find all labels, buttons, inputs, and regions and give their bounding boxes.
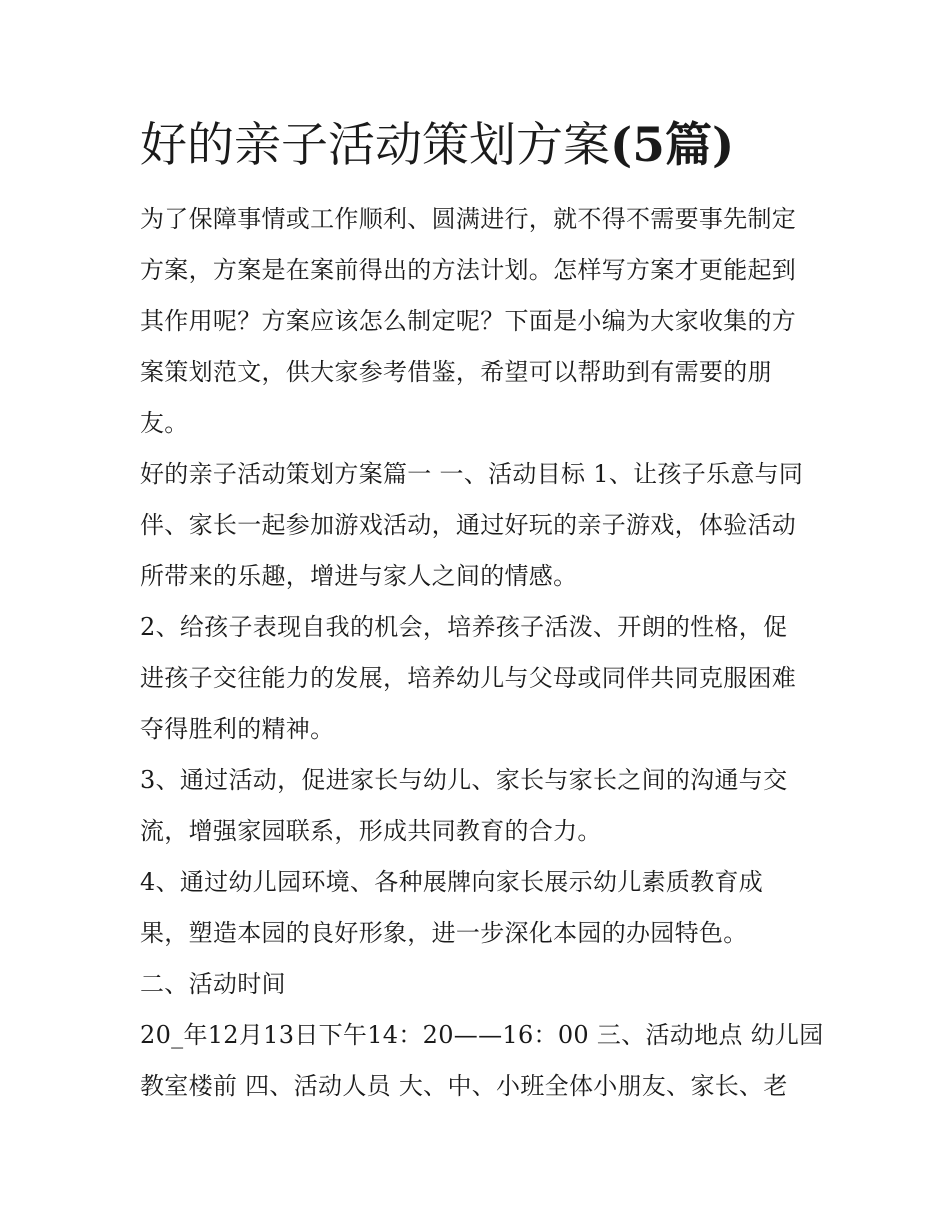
- document-title: [140, 112, 820, 180]
- text-line: 进孩子交往能力的发展，培养幼儿与父母或同伴共同克服困难: [140, 664, 797, 692]
- intro-paragraph: [140, 194, 820, 449]
- text-line: 3、通过活动，促进家长与幼儿、家长与家长之间的沟通与交: [140, 766, 788, 794]
- document-content: [140, 112, 824, 1112]
- text-line: 其作用呢？方案应该怎么制定呢？下面是小编为大家收集的方: [140, 307, 797, 335]
- text-line: 20_年12月13日下午14：20——16：00 三、活动地点 幼儿园: [140, 1021, 824, 1049]
- text-line: 果，塑造本园的良好形象，进一步深化本园的办园特色。: [140, 919, 748, 947]
- text-line: 案策划范文，供大家参考借鉴，希望可以帮助到有需要的朋: [140, 358, 772, 386]
- text-line: 2、给孩子表现自我的机会，培养孩子活泼、开朗的性格，促: [140, 613, 788, 641]
- title-text: 好的亲子活动策划方案: [140, 118, 610, 173]
- text-line: 二、活动时间: [140, 970, 286, 998]
- goal-two-paragraph: [140, 602, 820, 755]
- text-line: 方案，方案是在案前得出的方法计划。怎样写方案才更能起到: [140, 256, 797, 284]
- text-line: 好的亲子活动策划方案篇一 一、活动目标 1、让孩子乐意与同: [140, 460, 804, 488]
- text-line: 夺得胜利的精神。: [140, 715, 335, 743]
- goal-three-paragraph: [140, 755, 820, 857]
- title-suffix: (5篇): [610, 118, 735, 173]
- text-line: 流，增强家园联系，形成共同教育的合力。: [140, 817, 602, 845]
- goal-four-paragraph: [140, 857, 820, 959]
- text-line: 为了保障事情或工作顺利、圆满进行，就不得不需要事先制定: [140, 205, 797, 233]
- text-line: 伴、家长一起参加游戏活动，通过好玩的亲子游戏，体验活动: [140, 511, 797, 539]
- activity-details-paragraph: [140, 1010, 824, 1112]
- section-one-goal-paragraph: [140, 449, 820, 602]
- text-line: 友。: [140, 409, 189, 437]
- text-line: 4、通过幼儿园环境、各种展牌向家长展示幼儿素质教育成: [140, 868, 764, 896]
- text-line: 教室楼前 四、活动人员 大、中、小班全体小朋友、家长、老: [140, 1072, 788, 1100]
- text-line: 所带来的乐趣，增进与家人之间的情感。: [140, 562, 578, 590]
- activity-time-heading: [140, 959, 820, 1010]
